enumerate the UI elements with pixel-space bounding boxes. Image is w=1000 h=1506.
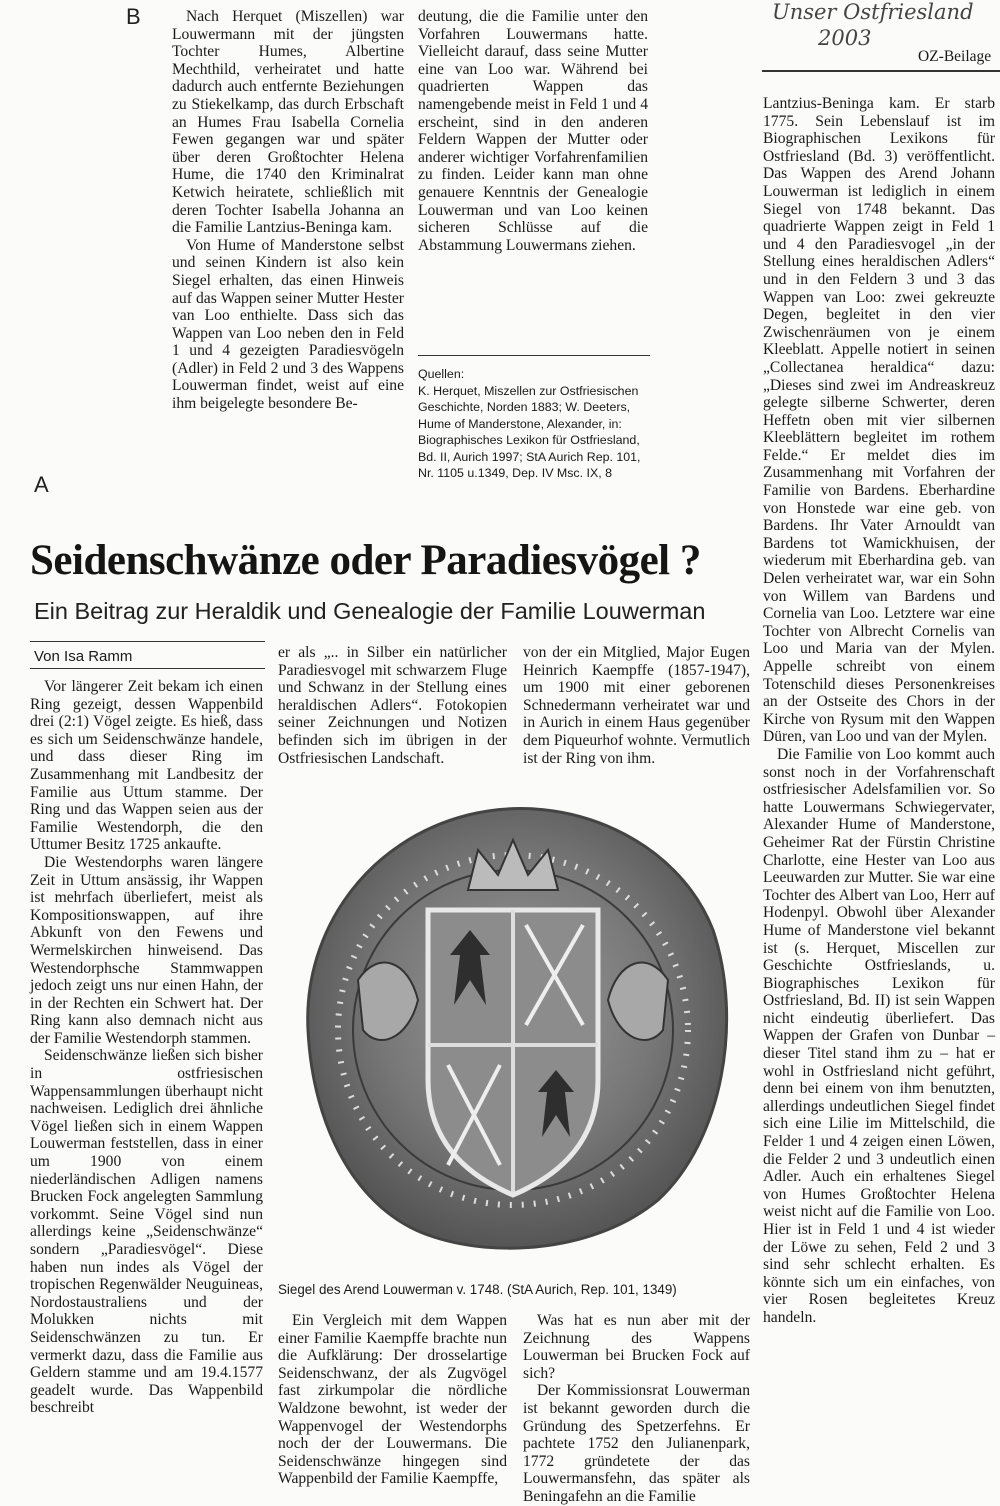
- paragraph: Was hat es nun aber mit der Zeichnung des Wappens Louwerman bei Brucken Fock auf sich?: [523, 1312, 750, 1382]
- handwritten-note: Unser Ostfriesland: [772, 0, 974, 24]
- header-rule: [762, 70, 1000, 72]
- article-a-column-3-top: [523, 644, 750, 767]
- article-a-column-2-top: [278, 644, 507, 767]
- byline-rule: [30, 641, 265, 642]
- sources-text: K. Herquet, Miszellen zur Ostfriesischen Geschichte, Norden 1883; W. Deeters, Hume of Manderstone, Alexander, in: Biographisches Lexikon für Ostfriesland, Bd. II, Aurich 1997; StA Aurich Rep. 101, Nr. 1105 u.1349, Dep. IV Msc. IX, 8: [418, 383, 641, 480]
- sources-rule: [418, 355, 650, 356]
- sources-title: Quellen:: [418, 367, 465, 381]
- seal-image: [278, 780, 748, 1265]
- paragraph: Die Westendorphs waren längere Zeit in Uttum ansässig, ihr Wappen ist mehrfach überliefert, meist als Kompositionswappen, auf ihre Abkunft von den Fewens und Wermelskirchen hinweisend. Das Westendorphsche Stammwappen jedoch zeigt uns nur einen Hahn, der in der Rechten ein Schwert hat. Der Ring kann also demnach nicht aus der Familie Westendorph stammen.: [30, 853, 263, 1047]
- paragraph: Von Hume of Manderstone selbst und seinen Kindern ist also kein Siegel erhalten, das einen Hinweis auf das Wappen seiner Mutter Hester van Loo enthielte. Dass sich das Wappen van Loo neben den in Feld 1 und 4 gezeigten Paradiesvögeln (Adler) in Feld 2 und 3 des Wappens Louwerman findet, weist auf eine ihm beigelegte besondere Be-: [172, 236, 404, 413]
- article-b-column-1: [172, 8, 404, 413]
- supplement-label: OZ-Beilage: [918, 48, 992, 65]
- article-subtitle: Ein Beitrag zur Heraldik und Genealogie der Familie Louwerman: [34, 598, 706, 624]
- paragraph: Der Kommissionsrat Louwerman ist bekannt geworden durch die Gründung des Spetzerfehns. Er pachtete 1752 den Julianenpark, 1772 gründetete der das Louwermansfehn, das später als Beningafehn an die Familie: [523, 1382, 750, 1505]
- label-a: A: [34, 472, 49, 497]
- paragraph: deutung, die die Familie unter den Vorfahren Louwermans hatte. Vielleicht darauf, dass seine Mutter eine van Loo war. Während bei quadrierten Wappen das namengebende meist in Feld 1 und 4 erscheint, sind in den anderen Feldern Wappen der Mutter oder anderer wichtiger Vorfahrenfamilien zu finden. Leider kann man ohne genauere Kenntnis der Genealogie Louwerman und van Loo keinen sicheren Schlüsse auf die Abstammung Louwermans ziehen.: [418, 8, 648, 254]
- seal-illustration: [278, 780, 748, 1265]
- handwritten-year: 2003: [818, 26, 872, 50]
- paragraph: er als „.. in Silber ein natürlicher Paradiesvogel mit schwarzem Fluge und Schwanz in der Stellung eines heraldischen Adlers“. Fotokopien seiner Zeichnungen und Notizen befinden sich im übrigen in der Ostfriesischen Landschaft.: [278, 644, 507, 767]
- sources-block: [418, 366, 650, 482]
- article-b-column-2: [418, 8, 648, 254]
- article-a-column-3-bottom: [523, 1312, 750, 1506]
- paragraph: Ein Vergleich mit dem Wappen einer Familie Kaempffe brachte nun die Aufklärung: Der drosselartige Seidenschwanz, der als Zugvögel fast zirkumpolar die nördliche Waldzone bewohnt, ist weder der Wappenvogel der Westendorphs noch der der Louwermans. Die Seidenschwänze hingegen sind Wappenbild der Familie Kaempffe,: [278, 1312, 507, 1488]
- paragraph: Seidenschwänze ließen sich bisher in ostfriesischen Wappensammlungen überhaupt nicht nachweisen. Lediglich drei ähnliche Vögel ließen sich in einem Wappen Louwerman feststellen, dass in einer um 1900 von einem niederländischen Adligen namens Brucken Fock angelegten Sammlung vorkommt. Seine Vögel sind nun allerdings keine „Seidenschwänze“ sondern „Paradiesvögel“. Diese haben nun indes als Vögel der tropischen Regenwälder Neuguineas, Nordostaustraliens und der Molukken nichts mit Seidenschwänzen zu tun. Er vermerkt dazu, dass die Familie aus Geldern stamme und am 19.4.1577 geadelt wurde. Das Wappenbild beschreibt: [30, 1047, 263, 1417]
- paragraph: Vor längerer Zeit bekam ich einen Ring gezeigt, dessen Wappenbild drei (2:1) Vögel zeigte. Es hieß, dass es sich um Seidenschwänze handele, und dass dieser Ring im Zusammenhang mit Landbesitz der Familie aus Uttum stamme. Der Ring und das Wappen seien aus der Familie Westendorph, die den Uttumer Besitz 1725 ankaufte.: [30, 678, 263, 854]
- byline: Von Isa Ramm: [34, 648, 133, 665]
- label-b: B: [126, 4, 141, 29]
- byline-rule-bottom: [30, 668, 265, 669]
- article-title: Seidenschwänze oder Paradiesvögel ?: [30, 537, 701, 584]
- paragraph: Nach Herquet (Miszellen) war Louwermann mit der jüngsten Tochter Humes, Albertine Mechthild, verheiratet und hatte dadurch auch entfernte Beziehungen zu Stiekelkamp, das durch Erbschaft an Humes Frau Isabella Cornelia Fewen gegangen war und später über deren Großtochter Helena Hume, die 1740 den Kriminalrat Ketwich heiratete, schließlich mit deren Tochter Isabella Johanna an die Familie Lantzius-Beninga kam.: [172, 8, 404, 237]
- article-a-column-2-bottom: [278, 1312, 507, 1488]
- image-caption: Siegel des Arend Louwerman v. 1748. (StA Aurich, Rep. 101, 1349): [278, 1282, 677, 1297]
- article-a-column-1: [30, 678, 263, 1417]
- paragraph: Die Familie von Loo kommt auch sonst noch in der Vorfahrenschaft ostfriesischer Adelsfamilien vor. So hatte Louwermans Schwiegervater, Alexander Hume of Manderstone, Geheimer Rat der Fürstin Christine Charlotte, eine Hester van Loo aus Leeuwarden zur Mutter. Sie war eine Tochter des Albert van Loo, Herr auf Hodenpyl. Obwohl über Alexander Hume of Manderstone viel bekannt ist (s. Herquet, Miscellen zur Geschichte Ostfrieslands, u. Biographisches Lexikon für Ostfriesland, Bd. II) ist sein Wappen nicht eindeutig überliefert. Das Wappen der Grafen von Dunbar – dieser Titel stand ihm zu – hat er wohl in Ostfriesland nicht geführt, denn bei einem von ihm benutzten, allerdings undeutlichen Siegel findet sich eine Lilie im Mittelschild, die Felder 1 und 4 zeigen einen Löwen, die Felder 2 und 3 undeutlich einen Adler. Auch ein erhaltenes Siegel von Humes Großtochter Helena weist nicht auf die Familie von Loo. Hier ist in Feld 1 und 4 ist wieder der Löwe zu sehen, Feld 2 und 3 sind sehr schlecht erhalten. Es könnte sich um ein einfaches, von vier Rosen begleitetes Kreuz handeln.: [763, 745, 995, 1326]
- paragraph: von der ein Mitglied, Major Eugen Heinrich Kaempffe (1857-1947), um 1900 mit einer geborenen Schnedermann verheiratet war und in Aurich in einem Haus gegenüber dem Piqueurhof wohnte. Vermutlich ist der Ring von ihm.: [523, 644, 750, 767]
- article-a-column-4: [763, 95, 995, 1327]
- paragraph: Lantzius-Beninga kam. Er starb 1775. Sein Lebenslauf ist im Biographischen Lexikons für Ostfriesland (Bd. 3) veröffentlicht. Das Wappen des Arend Johann Louwerman ist lediglich in einem Siegel von 1748 bekannt. Das quadrierte Wappen zeigt in Feld 1 und 4 den Paradiesvogel „in der Stellung eines heraldischen Adlers“ und in den Feldern 3 und 3 das Wappen van Loo: zwei gekreuzte Degen, begleitet in den vier Zwischenräumen von je einem Kleeblatt. Appelle notiert in seinen „Collectanea heraldica“ dazu: „Dieses sind zwei im Andreaskreuz gelegte silberne Schwerter, deren Heffetn oben mit vier silbernen Kleeblättern begleitet im rothem Felde.“ Er meldet dies im Zusammenhang mit Vorfahren der Familie von Bardens. Eberhardine von Honstede war eine geb. von Bardens. Ihr Vater Arnouldt van Bardens tot Wamickhuisen, der wiederum mit Eberhardina geb. van Delen verheiratet war, war ein Sohn von Willem van Bardens und Cornelia van Loo. Letztere war eine Tochter von Albrecht Cornelis van Loo und Maria van der Mylen. Appelle schreibt von einem Totenschild dieses Personenkreises an der Ostseite des Chors in der Kirche von Rysum mit den Wappen Düren, van Loo und van der Mylen.: [763, 95, 995, 746]
